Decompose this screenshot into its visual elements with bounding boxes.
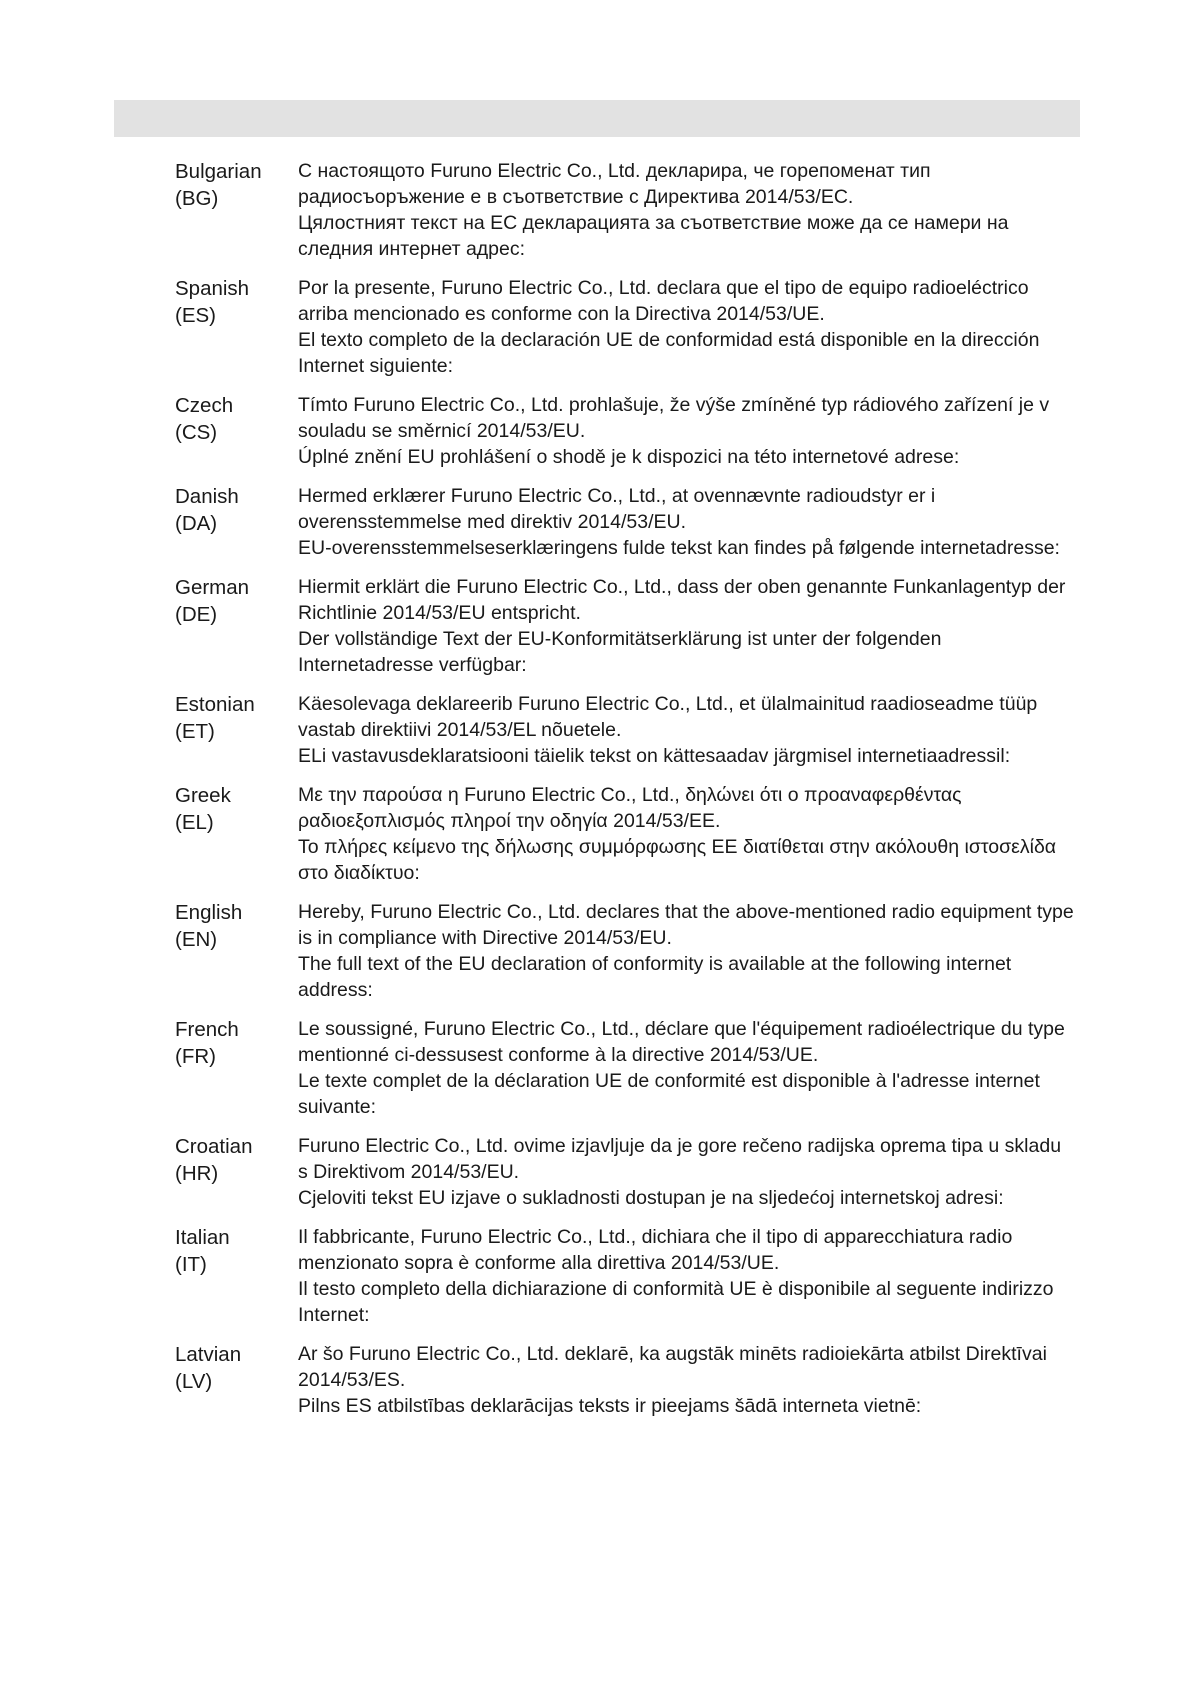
declaration-statement: Por la presente, Furuno Electric Co., Ltd. declara que el tipo de equipo radioeléctrico arriba mencionado es conforme con la Directiva 2014/53/UE. [298, 277, 1029, 325]
declaration-statement: Käesolevaga deklareerib Furuno Electric Co., Ltd., et ülalmainitud raadioseadme tüüp vastab direktiivi 2014/53/EL nõuetele. [298, 693, 1038, 741]
entry-italian [175, 1224, 1075, 1328]
declaration-text [298, 1133, 1075, 1211]
entry-danish [175, 483, 1075, 561]
language-name: Greek [175, 784, 231, 807]
language-code: (ES) [175, 304, 216, 327]
declaration-fulltext-note: Le texte complet de la déclaration UE de conformité est disponible à l'adresse internet suivante: [298, 1070, 1040, 1118]
language-label [175, 1133, 298, 1211]
entry-croatian [175, 1133, 1075, 1211]
declaration-statement: Le soussigné, Furuno Electric Co., Ltd., déclare que l'équipement radioélectrique du type mentionné ci-dessusest conforme à la directive 2014/53/UE. [298, 1018, 1065, 1066]
declaration-text [298, 158, 1075, 262]
declaration-text [298, 782, 1075, 886]
declaration-statement: Furuno Electric Co., Ltd. ovime izjavljuje da je gore rečeno radijska oprema tipa u skladu s Direktivom 2014/53/EU. [298, 1135, 1062, 1183]
declaration-text [298, 392, 1075, 470]
language-code: (EN) [175, 928, 218, 951]
declaration-fulltext-note: Цялостният текст на ЕС декларацията за съответствие може да се намери на следния интернет адрес: [298, 212, 1009, 260]
declaration-list [175, 158, 1075, 1432]
entry-czech [175, 392, 1075, 470]
declaration-statement: Hiermit erklärt die Furuno Electric Co., Ltd., dass der oben genannte Funkanlagentyp der Richtlinie 2014/53/EU entspricht. [298, 576, 1066, 624]
entry-greek [175, 782, 1075, 886]
entry-latvian [175, 1341, 1075, 1419]
language-label [175, 691, 298, 769]
language-code: (DA) [175, 512, 218, 535]
language-name: Czech [175, 394, 234, 417]
declaration-text [298, 1224, 1075, 1328]
declaration-text [298, 483, 1075, 561]
declaration-text [298, 1341, 1075, 1419]
language-name: Latvian [175, 1343, 242, 1366]
declaration-text [298, 1016, 1075, 1120]
language-code: (BG) [175, 187, 219, 210]
language-name: Croatian [175, 1135, 253, 1158]
language-label [175, 1016, 298, 1120]
language-label [175, 483, 298, 561]
language-name: Bulgarian [175, 160, 262, 183]
language-name: German [175, 576, 250, 599]
declaration-statement: Hermed erklærer Furuno Electric Co., Ltd., at ovennævnte radioudstyr er i overensstemmelse med direktiv 2014/53/EU. [298, 485, 936, 533]
declaration-fulltext-note: Το πλήρες κείμενο της δήλωσης συμμόρφωσης ΕΕ διατίθεται στην ακόλουθη ιστοσελίδα στο διαδίκτυο: [298, 836, 1057, 884]
declaration-statement: Ar šo Furuno Electric Co., Ltd. deklarē, ka augstāk minēts radioiekārta atbilst Direktīvai 2014/53/ES. [298, 1343, 1047, 1391]
language-name: English [175, 901, 243, 924]
language-label [175, 1341, 298, 1419]
language-code: (FR) [175, 1045, 216, 1068]
language-label [175, 158, 298, 262]
language-name: French [175, 1018, 239, 1041]
entry-bulgarian [175, 158, 1075, 262]
declaration-fulltext-note: Der vollständige Text der EU-Konformitätserklärung ist unter der folgenden Internetadresse verfügbar: [298, 628, 942, 676]
declaration-fulltext-note: Il testo completo della dichiarazione di conformità UE è disponibile al seguente indirizzo Internet: [298, 1278, 1054, 1326]
declaration-text [298, 899, 1075, 1003]
language-name: Danish [175, 485, 239, 508]
language-code: (EL) [175, 811, 214, 834]
language-code: (IT) [175, 1253, 207, 1276]
language-code: (CS) [175, 421, 218, 444]
language-name: Italian [175, 1226, 230, 1249]
language-code: (LV) [175, 1370, 213, 1393]
declaration-fulltext-note: Pilns ES atbilstības deklarācijas teksts ir pieejams šādā interneta vietnē: [298, 1395, 922, 1417]
language-label [175, 1224, 298, 1328]
entry-spanish [175, 275, 1075, 379]
declaration-statement: Il fabbricante, Furuno Electric Co., Ltd., dichiara che il tipo di apparecchiatura radio menzionato sopra è conforme alla direttiva 2014/53/UE. [298, 1226, 1013, 1274]
declaration-text [298, 275, 1075, 379]
declaration-fulltext-note: Úplné znění EU prohlášení o shodě je k dispozici na této internetové adrese: [298, 446, 960, 468]
language-name: Estonian [175, 693, 255, 716]
language-code: (HR) [175, 1162, 219, 1185]
declaration-text [298, 691, 1075, 769]
language-label [175, 275, 298, 379]
entry-estonian [175, 691, 1075, 769]
declaration-statement: Tímto Furuno Electric Co., Ltd. prohlašuje, že výše zmíněné typ rádiového zařízení je v souladu se směrnicí 2014/53/EU. [298, 394, 1050, 442]
declaration-fulltext-note: The full text of the EU declaration of conformity is available at the following internet address: [298, 953, 1012, 1001]
declaration-text [298, 574, 1075, 678]
language-name: Spanish [175, 277, 250, 300]
declaration-statement: Με την παρούσα η Furuno Electric Co., Ltd., δηλώνει ότι ο προαναφερθέντας ραδιοεξοπλισμός πληροί την οδηγία 2014/53/ΕΕ. [298, 784, 962, 832]
language-code: (ET) [175, 720, 215, 743]
declaration-fulltext-note: ELi vastavusdeklaratsiooni täielik tekst on kättesaadav järgmisel internetiaadressil: [298, 745, 1011, 767]
declaration-fulltext-note: Cjeloviti tekst EU izjave o sukladnosti dostupan je na sljedećoj internetskoj adresi: [298, 1187, 1004, 1209]
entry-german [175, 574, 1075, 678]
declaration-statement: С настоящото Furuno Electric Co., Ltd. декларира, че горепоменат тип радиосъоръжение е в съответствие с Директива 2014/53/ЕС. [298, 160, 931, 208]
entry-french [175, 1016, 1075, 1120]
language-label [175, 392, 298, 470]
language-label [175, 574, 298, 678]
language-code: (DE) [175, 603, 218, 626]
entry-english [175, 899, 1075, 1003]
declaration-fulltext-note: EU-overensstemmelseserklæringens fulde tekst kan findes på følgende internetadresse: [298, 537, 1060, 559]
declaration-statement: Hereby, Furuno Electric Co., Ltd. declares that the above-mentioned radio equipment type is in compliance with Directive 2014/53/EU. [298, 901, 1074, 949]
header-bar [114, 100, 1080, 137]
language-label [175, 899, 298, 1003]
language-label [175, 782, 298, 886]
declaration-fulltext-note: El texto completo de la declaración UE de conformidad está disponible en la dirección Internet siguiente: [298, 329, 1040, 377]
